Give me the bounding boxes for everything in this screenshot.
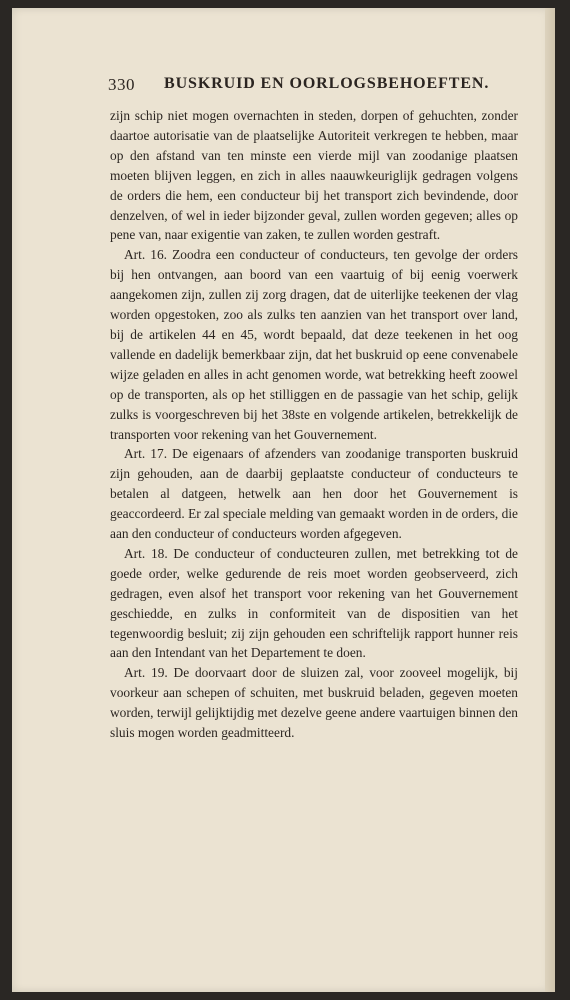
paragraph-art-16: Art. 16. Zoodra een conducteur of conducteurs, ten gevolge der orders bij hen ontvangen, aan boord van een vaartuig of bij eenig voerwerk aangekomen zijn, zullen zij zorg dragen, dat de uiterlijke teekenen der vlag worden opgestoken, zoo als zulks ten aanzien van het transport over land, bij de artikelen 44 en 45, wordt bepaald, dat deze teekenen in het oog vallende en dadelijk bemerkbaar zijn, dat het buskruid op eene convenabele wijze geladen en alles in acht genomen worde, wat betrekking heeft zoowel op de transporten, als op het stilliggen en de passagie van het schip, gelijk zulks is voorgeschreven bij het 38ste en volgende artikelen, betrekkelijk de transporten voor rekening van het Gouvernement. <box>110 247 518 442</box>
body-text <box>110 106 518 743</box>
page-edge <box>545 8 555 992</box>
running-title: BUSKRUID EN OORLOGSBEHOEFTEN. <box>164 75 490 92</box>
page-header <box>108 75 508 99</box>
page-number: 330 <box>108 75 135 94</box>
paragraph-continuation: zijn schip niet mogen overnachten in steden, dorpen of gehuchten, zonder daartoe autorisatie van de plaatselijke Autoriteit verkregen te hebben, maar op den afstand van ten minste een vierde mijl van zoodanige plaatsen moeten blijven leggen, en zich in alles naauwkeuriglijk gedragen volgens de orders die hem, een conducteur bij het transport zich bevindende, door denzelven, of wel in ieder bijzonder geval, zullen worden gegeven; alles op pene van, naar exigentie van zaken, te zullen worden gestraft. <box>110 108 518 243</box>
paragraph-art-19: Art. 19. De doorvaart door de sluizen zal, voor zooveel mogelijk, bij voorkeur aan schepen of schuiten, met buskruid beladen, gegeven moeten worden, terwijl gelijktijdig met dezelve geene andere vaartuigen binnen den sluis mogen worden geadmitteerd. <box>110 665 518 741</box>
paragraph-art-17: Art. 17. De eigenaars of afzenders van zoodanige transporten buskruid zijn gehouden, aan de daarbij geplaatste conducteur of conducteurs te betalen al datgeen, hetwelk aan hen door het Gouvernement is geaccordeerd. Er zal speciale melding van gemaakt worden in de orders, die aan den conducteur of conducteurs worden afgegeven. <box>110 446 518 542</box>
paragraph-art-18: Art. 18. De conducteur of conducteuren zullen, met betrekking tot de goede order, welke gedurende de reis moet worden geobserveerd, zich gedragen, even alsof het transport voor rekening van het Gouvernement geschiedde, en zulks in conformiteit van de dispositien van het tegenwoordig besluit; zij zijn gehouden een schriftelijk rapport hunner reis aan den Intendant van het Departement te doen. <box>110 545 518 661</box>
